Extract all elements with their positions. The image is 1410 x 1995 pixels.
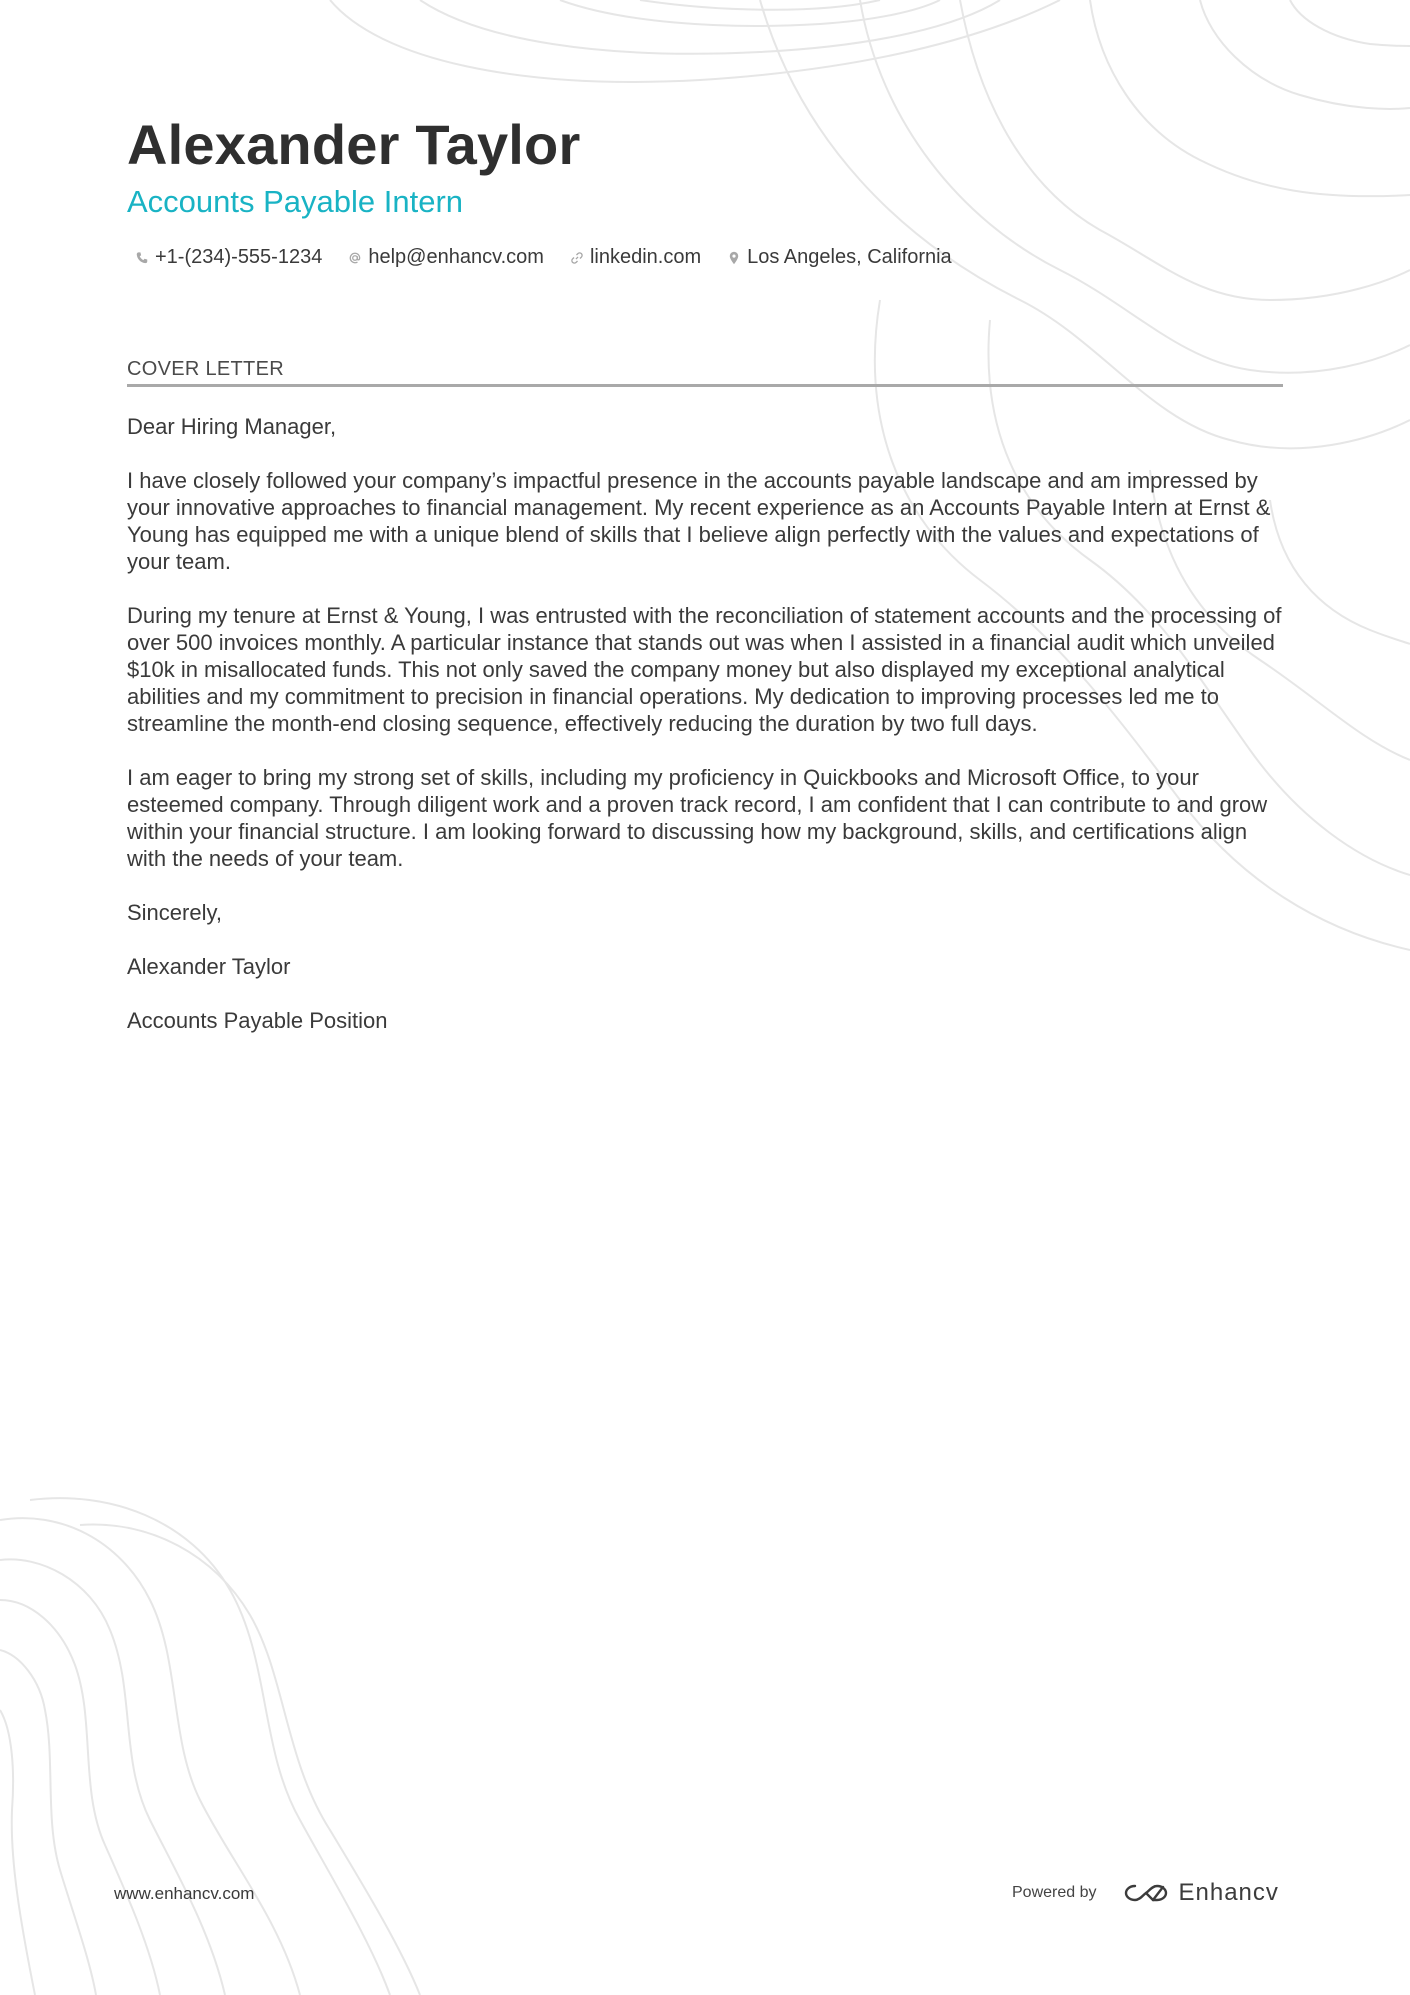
contact-row: [135, 246, 978, 269]
letter-signature-title: Accounts Payable Position: [127, 1008, 388, 1033]
link-icon: [570, 250, 584, 266]
candidate-name: Alexander Taylor: [127, 113, 581, 176]
job-title: Accounts Payable Intern: [127, 184, 464, 219]
location-pin-icon: [727, 250, 741, 266]
section-heading-cover-letter: COVER LETTER: [127, 358, 1283, 387]
contact-email[interactable]: [348, 246, 544, 269]
letter-paragraph-3: I am eager to bring my strong set of skills, including my proficiency in Quickbooks and Microsoft Office, to your esteemed company. Through diligent work and a proven track record, I am confident that I can contribute to and grow within your financial structure. I am looking forward to discussing how my background, skills, and certifications align with the needs of your team.: [127, 765, 1268, 871]
contact-phone[interactable]: [135, 246, 322, 269]
contact-location: [727, 246, 952, 269]
footer-website-link[interactable]: www.enhancv.com: [114, 1884, 255, 1903]
letter-paragraph-2: During my tenure at Ernst & Young, I was entrusted with the reconciliation of statement accounts and the processing of over 500 invoices monthly. A particular instance that stands out was when I assisted in a financial audit which unveiled $10k in misallocated funds. This not only saved the company money but also displayed my exceptional analytical abilities and my commitment to precision in financial operations. My dedication to improving processes led me to streamline the month-end closing sequence, effectively reducing the duration by two full days.: [127, 603, 1282, 736]
contact-linkedin-text: linkedin.com: [589, 246, 702, 268]
powered-by-label: Powered by: [1012, 1884, 1097, 1901]
contact-phone-text: +1-(234)-555-1234: [155, 246, 323, 268]
contact-linkedin[interactable]: [570, 246, 701, 269]
letter-paragraph-1: I have closely followed your company’s impactful presence in the accounts payable landscape and am impressed by your innovative approaches to financial management. My recent experience as an Accounts Payable Intern at Ernst & Young has equipped me with a unique blend of skills that I believe align perfectly with the values and expectations of your team.: [127, 468, 1271, 574]
powered-by-badge[interactable]: [1012, 1879, 1279, 1907]
at-icon: [348, 250, 362, 266]
letter-body: [127, 413, 1283, 1061]
contact-location-text: Los Angeles, California: [747, 246, 952, 268]
contact-email-text: help@enhancv.com: [368, 246, 544, 268]
phone-icon: [135, 250, 149, 266]
letter-closing: Sincerely,: [127, 900, 222, 925]
letter-greeting: Dear Hiring Manager,: [127, 414, 337, 439]
enhancv-brand-name: Enhancv: [1178, 1879, 1279, 1906]
enhancv-logo-icon: [1123, 1881, 1169, 1905]
letter-signature-name: Alexander Taylor: [127, 954, 291, 979]
